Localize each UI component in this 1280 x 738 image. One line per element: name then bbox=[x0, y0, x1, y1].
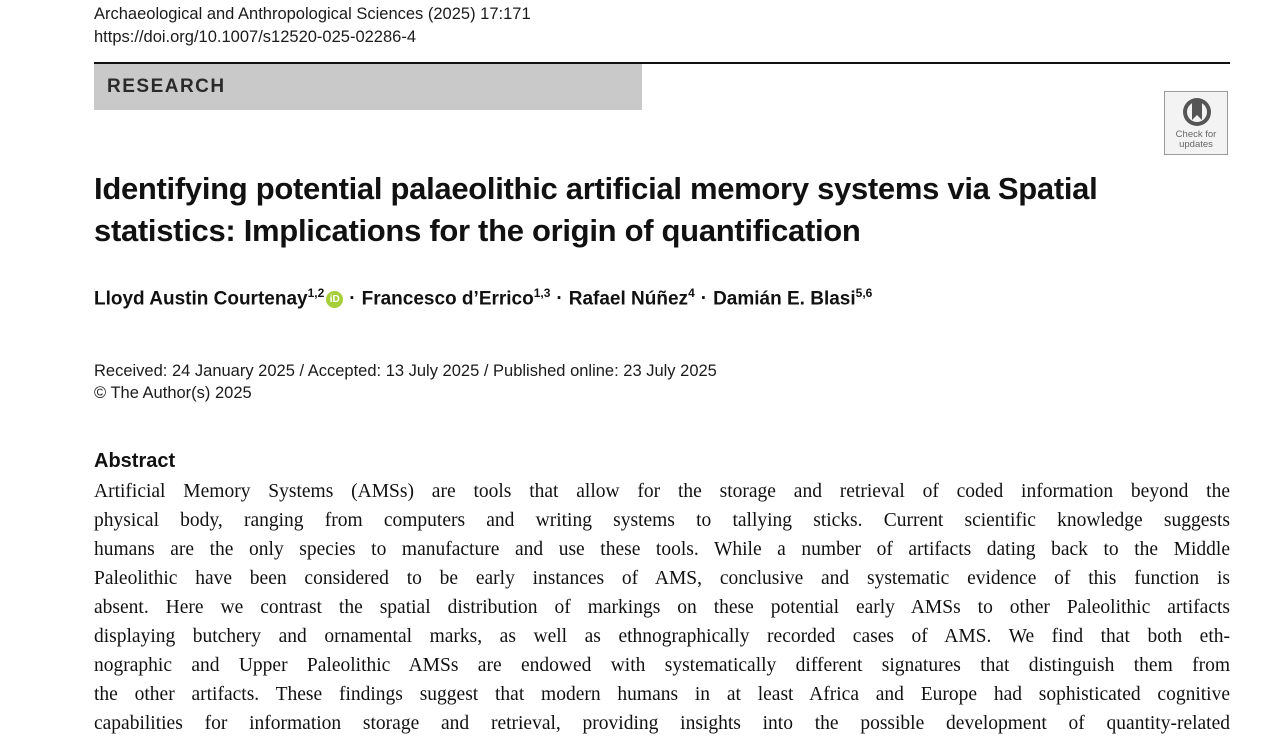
author-affiliation: 4 bbox=[688, 286, 695, 300]
author-separator: · bbox=[700, 288, 708, 310]
category-bar bbox=[94, 64, 642, 110]
author-separator: · bbox=[349, 288, 356, 310]
author-affiliation: 1,3 bbox=[533, 286, 551, 300]
abstract-line: absent. Here we contrast the spatial distribution of markings on these potential early AMSs to other Paleolithic artifacts bbox=[94, 597, 1230, 618]
abstract-line: Paleolithic have been considered to be early instances of AMS, conclusive and systematic evidence of this function is bbox=[94, 568, 1230, 589]
abstract-line: displaying butchery and ornamental marks, as well as ethnographically recorded cases of AMS. We find that both eth- bbox=[94, 626, 1230, 647]
publication-dates: Received: 24 January 2025 / Accepted: 13 July 2025 / Published online: 23 July 2025 bbox=[94, 362, 717, 380]
bookmark-ring-icon bbox=[1181, 96, 1213, 128]
abstract-line: capabilities for information storage and retrieval, providing insights into the possible development of quantity-related bbox=[94, 713, 1230, 734]
journal-citation: Archaeological and Anthropological Sciences (2025) 17:171 bbox=[94, 5, 531, 23]
author-name[interactable]: Lloyd Austin Courtenay bbox=[94, 288, 308, 310]
author-affiliation: 1,2 bbox=[307, 286, 325, 300]
abstract-line: physical body, ranging from computers and writing systems to tallying sticks. Current scientific knowledge suggests bbox=[94, 510, 1230, 531]
abstract-line: Artificial Memory Systems (AMSs) are tools that allow for the storage and retrieval of coded information beyond the bbox=[94, 481, 1230, 502]
article-title: Identifying potential palaeolithic artificial memory systems via Spatial statistics: Implications for the origin of quantification bbox=[94, 171, 1098, 248]
check-for-updates-button[interactable] bbox=[1164, 91, 1228, 155]
author-name[interactable]: Damián E. Blasi bbox=[713, 288, 856, 310]
author-separator: · bbox=[556, 288, 563, 310]
category-label: RESEARCH bbox=[107, 76, 226, 97]
doi-link[interactable]: https://doi.org/10.1007/s12520-025-02286-4 bbox=[94, 28, 416, 46]
author-list bbox=[94, 286, 872, 310]
author-name[interactable]: Francesco d’Errico bbox=[361, 288, 534, 310]
orcid-icon[interactable]: iD bbox=[326, 291, 343, 308]
abstract-line: humans are the only species to manufacture and use these tools. While a number of artifacts dating back to the Middle bbox=[94, 539, 1230, 560]
author-name[interactable]: Rafael Núñez bbox=[568, 288, 689, 310]
updates-label: Check for updates bbox=[1175, 129, 1217, 150]
copyright-notice: © The Author(s) 2025 bbox=[94, 384, 252, 402]
author-affiliation: 5,6 bbox=[855, 286, 873, 300]
abstract-body bbox=[94, 477, 1230, 738]
abstract-heading: Abstract bbox=[94, 450, 176, 472]
abstract-line: the other artifacts. These findings suggest that modern humans in at least Africa and Europe had sophisticated cognitive bbox=[94, 684, 1230, 705]
abstract-line: nographic and Upper Paleolithic AMSs are endowed with systematically different signatures that distinguish them from bbox=[94, 655, 1230, 676]
